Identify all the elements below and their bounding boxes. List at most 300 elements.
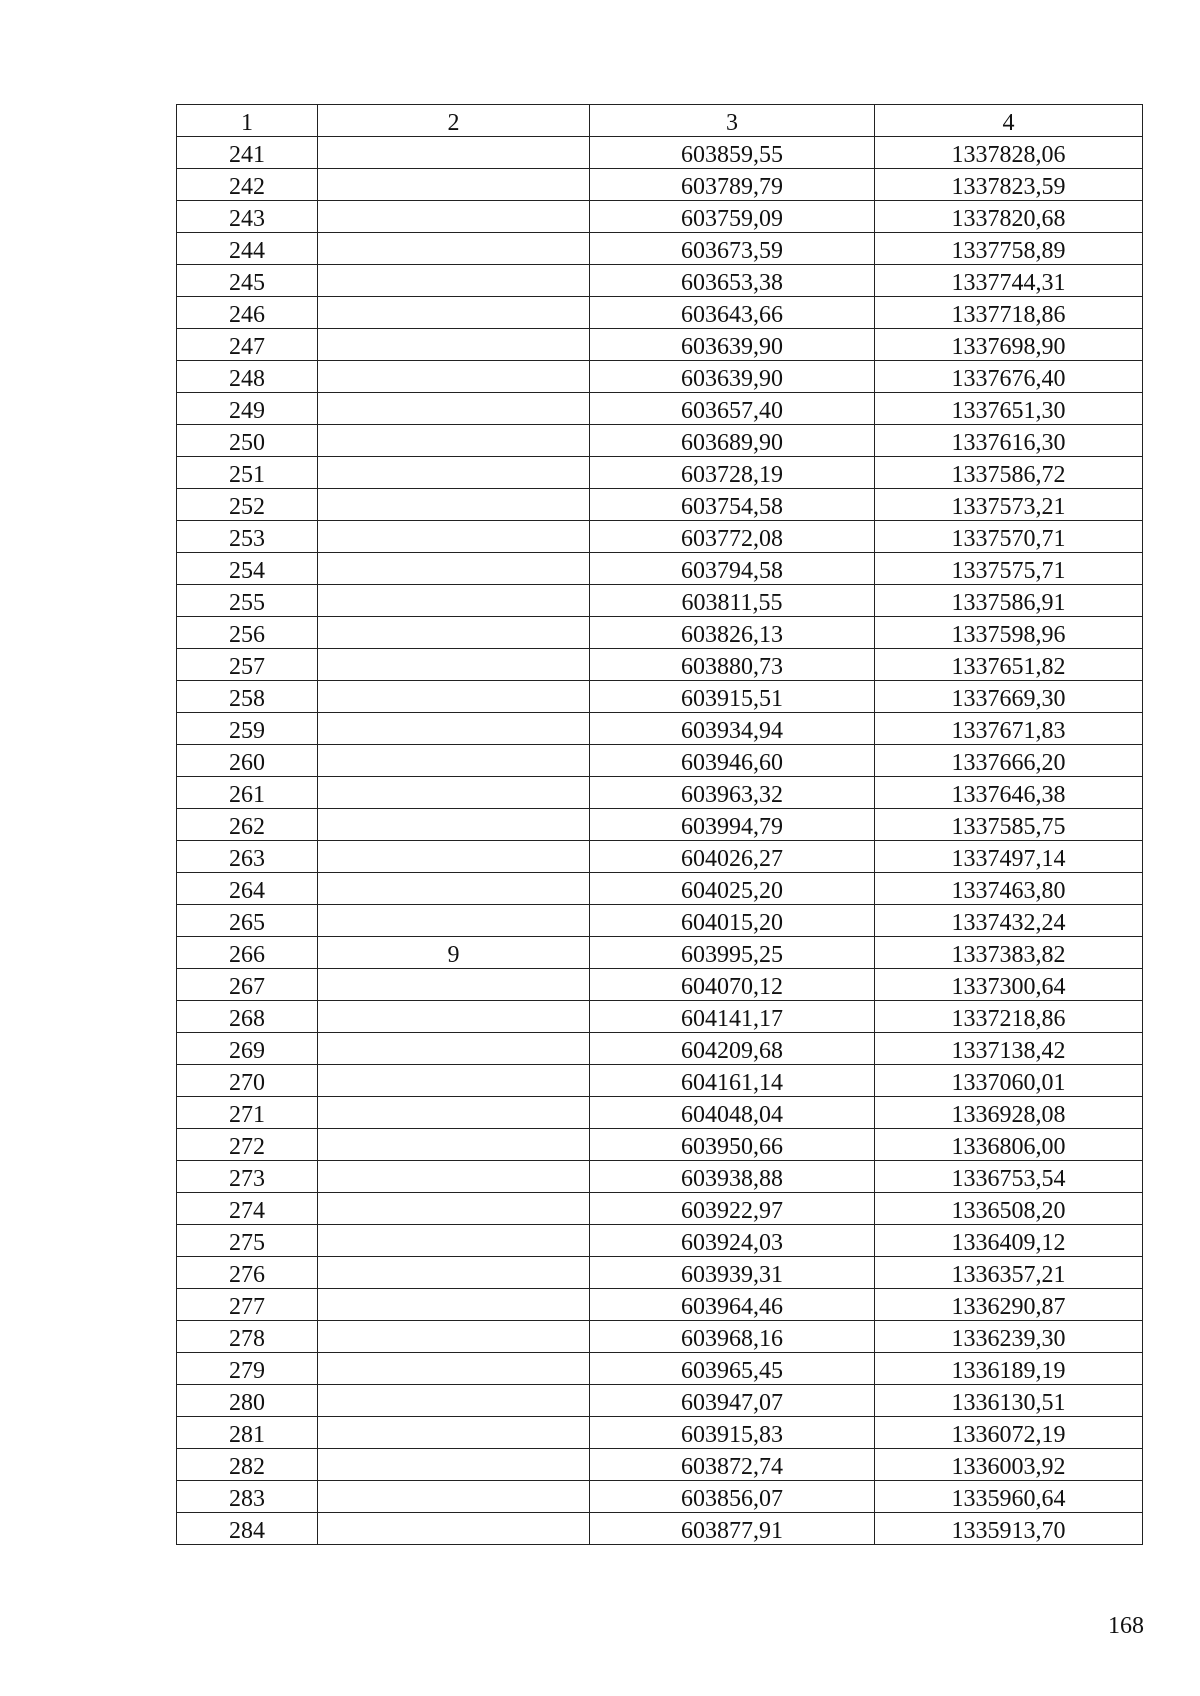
cell-value: 1336072,19 [951,1422,1066,1448]
cell-value: 603994,79 [681,814,783,840]
table-row [177,1385,1143,1417]
point-number-cell [177,585,318,617]
y-coordinate-cell [875,585,1143,617]
cell-value: 246 [229,302,265,328]
cell-value: 1337570,71 [951,526,1066,552]
cell-value: 603639,90 [681,334,783,360]
cell-value: 1336753,54 [951,1166,1066,1192]
point-number-cell [177,425,318,457]
y-coordinate-cell [875,1417,1143,1449]
cell-value: 603856,07 [681,1486,783,1512]
y-coordinate-cell [875,1289,1143,1321]
point-number-cell [177,201,318,233]
x-coordinate-cell [590,521,875,553]
cell-value: 603754,58 [681,494,783,520]
point-number-cell [177,457,318,489]
cell-value: 1337383,82 [951,942,1066,968]
section-cell [318,361,590,393]
cell-value: 1337718,86 [951,302,1066,328]
y-coordinate-cell [875,329,1143,361]
point-number-cell [177,1001,318,1033]
table-row [177,873,1143,905]
point-number-cell [177,1097,318,1129]
table-row [177,649,1143,681]
x-coordinate-cell [590,1353,875,1385]
x-coordinate-cell [590,361,875,393]
section-cell [318,905,590,937]
section-cell [318,1129,590,1161]
section-cell [318,233,590,265]
cell-value: 1337598,96 [951,622,1066,648]
table-row [177,777,1143,809]
table-row [177,1481,1143,1513]
table-row [177,1225,1143,1257]
point-number-cell [177,745,318,777]
x-coordinate-cell [590,1129,875,1161]
section-cell [318,809,590,841]
table-row [177,1161,1143,1193]
header-label: 3 [726,110,738,136]
x-coordinate-cell [590,873,875,905]
y-coordinate-cell [875,489,1143,521]
cell-value: 603968,16 [681,1326,783,1352]
y-coordinate-cell [875,1481,1143,1513]
cell-value: 266 [229,942,265,968]
table-row [177,393,1143,425]
cell-value: 603639,90 [681,366,783,392]
table-row [177,233,1143,265]
x-coordinate-cell [590,1225,875,1257]
y-coordinate-cell [875,201,1143,233]
cell-value: 279 [229,1358,265,1384]
x-coordinate-cell [590,905,875,937]
cell-value: 259 [229,718,265,744]
y-coordinate-cell [875,553,1143,585]
section-cell [318,873,590,905]
cell-value: 270 [229,1070,265,1096]
y-coordinate-cell [875,1097,1143,1129]
section-cell [318,553,590,585]
y-coordinate-cell [875,681,1143,713]
section-cell [318,297,590,329]
table-row [177,1417,1143,1449]
page-number: 168 [1108,1613,1144,1639]
section-cell [318,1513,590,1545]
cell-value: 1337300,64 [951,974,1066,1000]
x-coordinate-cell [590,617,875,649]
section-cell [318,1033,590,1065]
point-number-cell [177,1289,318,1321]
x-coordinate-cell [590,1513,875,1545]
cell-value: 277 [229,1294,265,1320]
cell-value: 1336357,21 [951,1262,1066,1288]
section-cell [318,521,590,553]
point-number-cell [177,969,318,1001]
point-number-cell [177,1417,318,1449]
cell-value: 603859,55 [681,142,783,168]
cell-value: 255 [229,590,265,616]
cell-value: 603673,59 [681,238,783,264]
section-cell [318,137,590,169]
x-coordinate-cell [590,265,875,297]
cell-value: 604048,04 [681,1102,783,1128]
cell-value: 284 [229,1518,265,1544]
header-label: 2 [447,110,460,136]
x-coordinate-cell [590,585,875,617]
x-coordinate-cell [590,969,875,1001]
cell-value: 252 [229,494,265,520]
x-coordinate-cell [590,233,875,265]
cell-value: 1337573,21 [951,494,1066,520]
cell-value: 251 [229,462,265,488]
section-cell [318,841,590,873]
section-cell [318,457,590,489]
y-coordinate-cell [875,1225,1143,1257]
cell-value: 1336239,30 [951,1326,1066,1352]
section-cell [318,585,590,617]
table-row [177,553,1143,585]
cell-value: 278 [229,1326,265,1352]
cell-value: 604161,14 [681,1070,783,1096]
x-coordinate-cell [590,1417,875,1449]
cell-value: 604141,17 [681,1006,783,1032]
cell-value: 1337497,14 [951,846,1066,872]
section-cell [318,1353,590,1385]
point-number-cell [177,1513,318,1545]
cell-value: 1337586,91 [951,590,1066,616]
cell-value: 1337651,82 [951,654,1066,680]
x-coordinate-cell [590,489,875,521]
x-coordinate-cell [590,1097,875,1129]
table-row [177,425,1143,457]
x-coordinate-cell [590,713,875,745]
cell-value: 603922,97 [681,1198,783,1224]
x-coordinate-cell [590,457,875,489]
coordinates-table [176,104,1143,1545]
cell-value: 242 [229,174,265,200]
section-cell [318,1193,590,1225]
cell-value: 603947,07 [681,1390,783,1416]
cell-value: 603794,58 [681,558,783,584]
y-coordinate-cell [875,1257,1143,1289]
y-coordinate-cell [875,969,1143,1001]
cell-value: 273 [229,1166,265,1192]
cell-value: 1337586,72 [951,462,1066,488]
cell-value: 603938,88 [681,1166,783,1192]
table-row [177,457,1143,489]
cell-value: 603915,83 [681,1422,783,1448]
point-number-cell [177,777,318,809]
table-row [177,1321,1143,1353]
table-row [177,361,1143,393]
section-cell [318,1289,590,1321]
x-coordinate-cell [590,1193,875,1225]
y-coordinate-cell [875,297,1143,329]
table-row [177,1193,1143,1225]
y-coordinate-cell [875,457,1143,489]
table-row [177,1449,1143,1481]
table-row [177,585,1143,617]
y-coordinate-cell [875,1065,1143,1097]
point-number-cell [177,809,318,841]
cell-value: 1337651,30 [951,398,1066,424]
y-coordinate-cell [875,841,1143,873]
cell-value: 1336003,92 [951,1454,1066,1480]
x-coordinate-cell [590,201,875,233]
point-number-cell [177,297,318,329]
table-row [177,329,1143,361]
x-coordinate-cell [590,937,875,969]
table-row [177,1001,1143,1033]
cell-value: 603811,55 [681,590,783,616]
point-number-cell [177,233,318,265]
section-cell [318,1417,590,1449]
table-row [177,713,1143,745]
cell-value: 274 [229,1198,265,1224]
point-number-cell [177,841,318,873]
cell-value: 1337138,42 [951,1038,1066,1064]
point-number-cell [177,713,318,745]
point-number-cell [177,553,318,585]
y-coordinate-cell [875,521,1143,553]
table-row [177,1065,1143,1097]
cell-value: 1337218,86 [951,1006,1066,1032]
section-cell [318,1097,590,1129]
section-cell [318,681,590,713]
cell-value: 1337060,01 [951,1070,1066,1096]
cell-value: 282 [229,1454,265,1480]
table-row [177,745,1143,777]
cell-value: 261 [229,782,265,808]
cell-value: 1337432,24 [951,910,1066,936]
y-coordinate-cell [875,809,1143,841]
table-row [177,265,1143,297]
y-coordinate-cell [875,393,1143,425]
section-cell [318,1225,590,1257]
cell-value: 1337676,40 [951,366,1066,392]
point-number-cell [177,137,318,169]
cell-value: 1337646,38 [951,782,1066,808]
section-cell [318,745,590,777]
y-coordinate-cell [875,873,1143,905]
y-coordinate-cell [875,1193,1143,1225]
cell-value: 1337463,80 [951,878,1066,904]
table-row [177,489,1143,521]
point-number-cell [177,617,318,649]
x-coordinate-cell [590,681,875,713]
point-number-cell [177,873,318,905]
point-number-cell [177,265,318,297]
cell-value: 262 [229,814,265,840]
cell-value: 603872,74 [681,1454,783,1480]
y-coordinate-cell [875,937,1143,969]
table-row [177,681,1143,713]
table-row [177,1129,1143,1161]
header-label: 1 [241,110,253,136]
cell-value: 9 [447,942,460,968]
cell-value: 603653,38 [681,270,783,296]
cell-value: 603963,32 [681,782,783,808]
section-cell [318,1481,590,1513]
cell-value: 258 [229,686,265,712]
y-coordinate-cell [875,745,1143,777]
table-row [177,297,1143,329]
cell-value: 1337828,06 [951,142,1066,168]
cell-value: 604015,20 [681,910,783,936]
section-cell [318,1257,590,1289]
x-coordinate-cell [590,1257,875,1289]
x-coordinate-cell [590,169,875,201]
table-row [177,617,1143,649]
cell-value: 604025,20 [681,878,783,904]
y-coordinate-cell [875,361,1143,393]
y-coordinate-cell [875,1385,1143,1417]
cell-value: 248 [229,366,265,392]
cell-value: 604070,12 [681,974,783,1000]
section-cell [318,169,590,201]
cell-value: 265 [229,910,265,936]
cell-value: 603789,79 [681,174,783,200]
table-row [177,969,1143,1001]
y-coordinate-cell [875,617,1143,649]
cell-value: 1336189,19 [951,1358,1066,1384]
point-number-cell [177,1449,318,1481]
point-number-cell [177,1161,318,1193]
cell-value: 257 [229,654,265,680]
x-coordinate-cell [590,1449,875,1481]
point-number-cell [177,1033,318,1065]
point-number-cell [177,489,318,521]
cell-value: 603689,90 [681,430,783,456]
x-coordinate-cell [590,1321,875,1353]
cell-value: 1337616,30 [951,430,1066,456]
cell-value: 245 [229,270,265,296]
x-coordinate-cell [590,393,875,425]
y-coordinate-cell [875,905,1143,937]
cell-value: 1336409,12 [951,1230,1066,1256]
section-cell [318,649,590,681]
cell-value: 256 [229,622,265,648]
cell-value: 603826,13 [681,622,783,648]
cell-value: 1335913,70 [951,1518,1066,1544]
cell-value: 1337669,30 [951,686,1066,712]
y-coordinate-cell [875,1129,1143,1161]
x-coordinate-cell [590,745,875,777]
point-number-cell [177,1257,318,1289]
y-coordinate-cell [875,1321,1143,1353]
cell-value: 241 [229,142,265,168]
x-coordinate-cell [590,553,875,585]
header-label: 4 [1002,110,1015,136]
cell-value: 603877,91 [681,1518,783,1544]
section-cell [318,329,590,361]
section-cell [318,1385,590,1417]
x-coordinate-cell [590,425,875,457]
y-coordinate-cell [875,1001,1143,1033]
cell-value: 603657,40 [681,398,783,424]
cell-value: 1337823,59 [951,174,1066,200]
header-cell-col-3 [590,105,875,137]
cell-value: 1337666,20 [951,750,1066,776]
x-coordinate-cell [590,1481,875,1513]
x-coordinate-cell [590,1385,875,1417]
cell-value: 603995,25 [681,942,783,968]
y-coordinate-cell [875,1449,1143,1481]
point-number-cell [177,1385,318,1417]
y-coordinate-cell [875,137,1143,169]
point-number-cell [177,521,318,553]
cell-value: 1336130,51 [951,1390,1066,1416]
cell-value: 250 [229,430,265,456]
cell-value: 603939,31 [681,1262,783,1288]
y-coordinate-cell [875,265,1143,297]
x-coordinate-cell [590,1001,875,1033]
section-cell [318,393,590,425]
x-coordinate-cell [590,137,875,169]
cell-value: 603946,60 [681,750,783,776]
cell-value: 268 [229,1006,265,1032]
cell-value: 280 [229,1390,265,1416]
x-coordinate-cell [590,777,875,809]
cell-value: 603643,66 [681,302,783,328]
y-coordinate-cell [875,233,1143,265]
cell-value: 247 [229,334,265,360]
cell-value: 1336290,87 [951,1294,1066,1320]
cell-value: 603964,46 [681,1294,783,1320]
y-coordinate-cell [875,1161,1143,1193]
cell-value: 263 [229,846,265,872]
cell-value: 281 [229,1422,265,1448]
table-row [177,1097,1143,1129]
section-cell [318,1161,590,1193]
point-number-cell [177,169,318,201]
x-coordinate-cell [590,1289,875,1321]
y-coordinate-cell [875,777,1143,809]
cell-value: 603772,08 [681,526,783,552]
cell-value: 260 [229,750,265,776]
cell-value: 1337575,71 [951,558,1066,584]
cell-value: 604209,68 [681,1038,783,1064]
header-row [177,105,1143,137]
cell-value: 1335960,64 [951,1486,1066,1512]
cell-value: 254 [229,558,265,584]
section-cell [318,1449,590,1481]
section-cell [318,777,590,809]
header-cell-col-2 [318,105,590,137]
x-coordinate-cell [590,1161,875,1193]
header-cell-col-4 [875,105,1143,137]
section-cell [318,713,590,745]
cell-value: 253 [229,526,265,552]
x-coordinate-cell [590,329,875,361]
section-cell [318,489,590,521]
section-cell [318,425,590,457]
cell-value: 243 [229,206,265,232]
y-coordinate-cell [875,649,1143,681]
table-row [177,201,1143,233]
section-cell [318,1001,590,1033]
section-cell [318,265,590,297]
x-coordinate-cell [590,1065,875,1097]
point-number-cell [177,1225,318,1257]
x-coordinate-cell [590,297,875,329]
cell-value: 603950,66 [681,1134,783,1160]
point-number-cell [177,393,318,425]
cell-value: 1337698,90 [951,334,1066,360]
cell-value: 271 [229,1102,265,1128]
cell-value: 267 [229,974,265,1000]
cell-value: 283 [229,1486,265,1512]
